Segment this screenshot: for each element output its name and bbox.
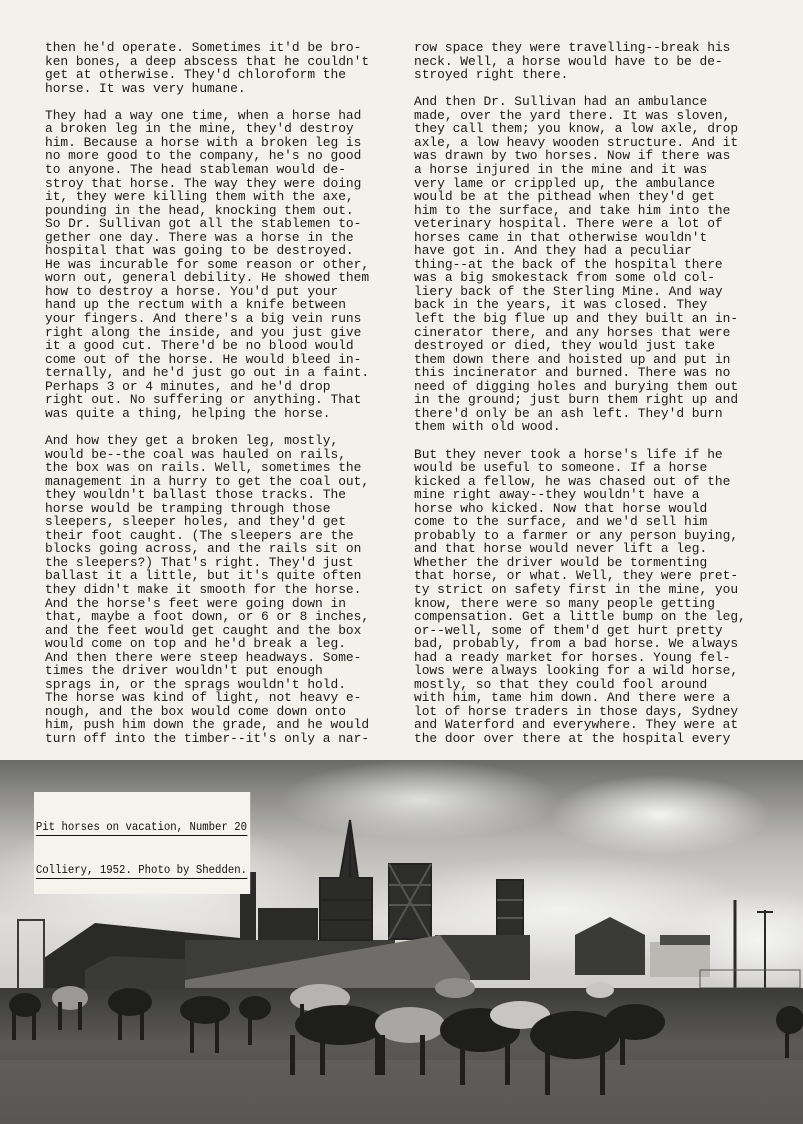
article-column-left: [45, 41, 415, 759]
paragraph: And then Dr. Sullivan had an ambulance made, over the yard there. It was sloven, they call them; you know, a low axle, drop axle, a low heavy wooden structure. And it was drawn by two horses. Now if there was a horse injured in the mine and it was very lame or crippled up, the ambulance would be at the pithead when they'd get him to the surface, and take him into the veterinary hospital. There were a lot of horses came in that otherwise wouldn't have got in. And they had a peculiar thing--at the back of the hospital there was a big smokestack from some old col- liery back of the Sterling Mine. And way back in the years, it was closed. They left the big flue up and they built an in- cinerator there, and any horses that were destroyed or died, they would just take them down there and hoisted up and put in this incinerator and burned. There was no need of digging holes and burying them out in the ground; just burn them right up and there'd only be an ash left. They'd burn them with old wood.: [414, 94, 739, 435]
headframe-middle: [389, 864, 431, 939]
paragraph: And how they get a broken leg, mostly, would be--the coal was hauled on rails, the box was on rails. Well, sometimes the management in a hurry to get the coal out, they wouldn't ballast those tracks. The horse would be tramping through those sleepers, sleeper holes, and they'd get their foot caught. (The sleepers are the blocks going across, and the rails sit on the sleepers?) That's right. They'd just ballast it a little, but it's quite often they didn't make it smooth for the horse. And the horse's feet were going down in that, maybe a foot down, or 6 or 8 inches, and the feet would get caught and the box would come on top and he'd break a leg. And then there were steep headways. Some- times the driver wouldn't put enough sprags in, or the sprags wouldn't hold. The horse was kind of light, not heavy e- nough, and the box would come down onto him, push him down the grade, and he would turn off into the timber--it's only a nar-: [45, 432, 370, 746]
paragraph: then he'd operate. Sometimes it'd be bro- ken bones, a deep abscess that he couldn't get at otherwise. They'd chloroform the horse. It was very humane.: [45, 40, 370, 96]
paragraph: row space they were travelling--break his neck. Well, a horse would have to be de- stroyed right there.: [414, 40, 731, 83]
caption-line-2: Colliery, 1952. Photo by Shedden.: [35, 864, 248, 877]
article-column-right: [414, 41, 784, 759]
caption-line-1: Pit horses on vacation, Number 20: [35, 821, 248, 834]
cloud: [280, 760, 560, 840]
photo-caption: [34, 792, 250, 894]
paragraph: But they never took a horse's life if he would be useful to someone. If a horse kicked a fellow, he was chased out of the mine right away--they wouldn't have a horse who kicked. Now that horse would come to the surface, and we'd sell him probably to a farmer or any person buying, and that horse would never lift a leg. Whether the driver would be tormenting that horse, or what. Well, they were pret- ty strict on safety first in the mine, you know, there were so many people getting compensation. Get a little bump on the leg, or--well, some of them'd get hurt pretty bad, probably, from a bad horse. We always had a ready market for horses. Young fel- lows were always looking for a wild horse, mostly, so that they could fool around with him, tame him down. And there were a lot of horse traders in those days, Sydney and Waterford and everywhere. They were at the door over there at the hospital every: [414, 446, 746, 746]
paragraph: They had a way one time, when a horse had a broken leg in the mine, they'd destroy him. Because a horse with a broken leg is no more good to the company, he's no good to anyone. The head stableman would de- stroy that horse. The way they were doing it, they were killing them with the axe, pounding in the head, knocking them out. So Dr. Sullivan got all the stablemen to- gether one day. There was a horse in the hospital that was going to be destroyed. He was incurable for some reason or other, worn out, general debility. He showed them how to destroy a horse. You'd put your hand up the rectum with a knife between your fingers. And there's a big vein runs right along the inside, and you just give it a good cut. There'd be no blood would come out of the horse. He would bleed in- ternally, and he'd just go out in a faint. Perhaps 3 or 4 minutes, and he'd drop right out. No suffering or anything. That was quite a thing, helping the horse.: [45, 107, 370, 421]
headframe-right: [497, 880, 523, 938]
cloud: [550, 775, 770, 855]
